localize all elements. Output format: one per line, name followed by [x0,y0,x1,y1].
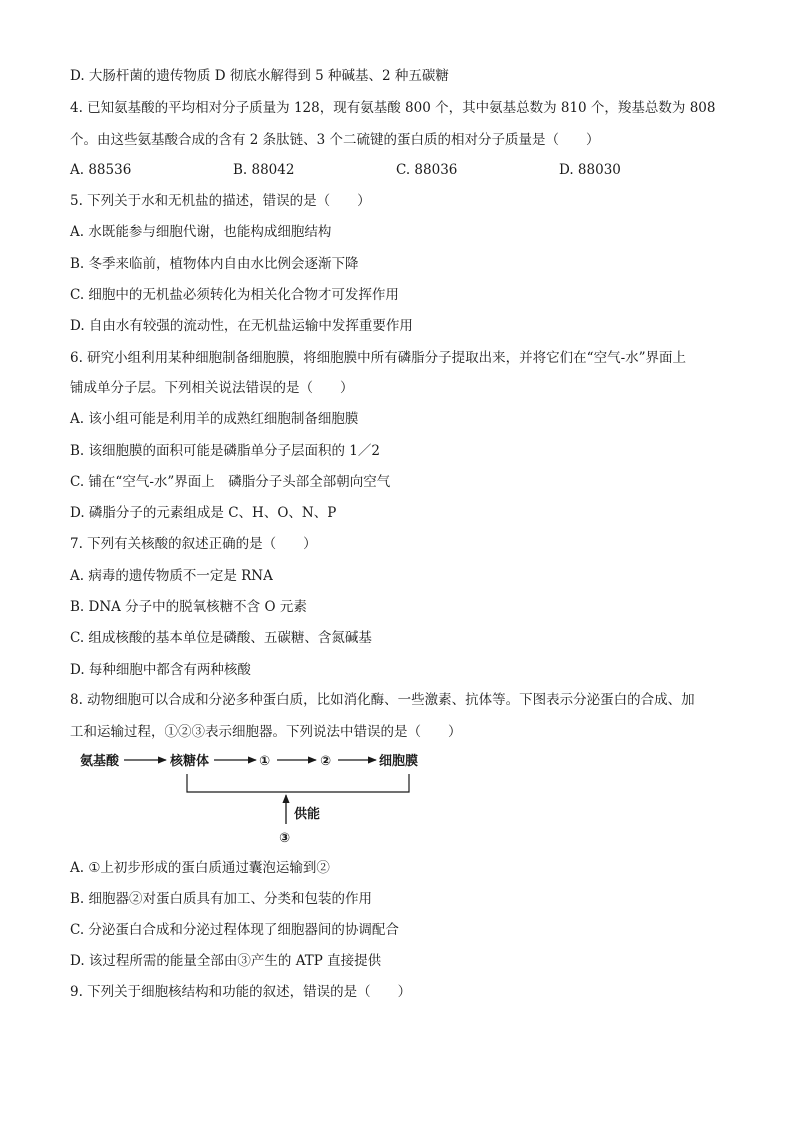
node-organelle-2: ② [320,754,332,769]
q6-stem-line2: 铺成单分子层。下列相关说法错误的是（ ） [70,380,354,396]
q6-option-d: D. 磷脂分子的元素组成是 C、H、O、N、P [70,505,337,521]
q4-options [70,160,730,180]
node-ribosome: 核糖体 [170,754,210,769]
node-organelle-1: ① [259,754,271,769]
q4-option-a: A. 88536 [70,162,132,178]
node-organelle-3: ③ [279,831,291,846]
q8-option-c: C. 分泌蛋白合成和分泌过程体现了细胞器间的协调配合 [70,922,399,938]
q5-option-c: C. 细胞中的无机盐必须转化为相关化合物才可发挥作用 [70,287,399,303]
supply-bracket [187,774,409,792]
q5-option-d: D. 自由水有较强的流动性，在无机盐运输中发挥重要作用 [70,318,413,334]
q5-option-b: B. 冬季来临前，植物体内自由水比例会逐渐下降 [70,256,359,272]
q7-option-a: A. 病毒的遗传物质不一定是 RNA [70,568,273,584]
q5-option-a: A. 水既能参与细胞代谢，也能构成细胞结构 [70,224,332,240]
q4-stem-line2: 个。由这些氨基酸合成的含有 2 条肽链、3 个二硫键的蛋白质的相对分子质量是（ ） [70,132,600,148]
secretion-flow-diagram [80,748,440,848]
q7-stem: 7. 下列有关核酸的叙述正确的是（ ） [70,536,317,552]
node-amino-acid: 氨基酸 [80,754,120,769]
q8-stem-line1: 8. 动物细胞可以合成和分泌多种蛋白质，比如消化酶、一些激素、抗体等。下图表示分泌蛋白的合成、加 [70,692,695,708]
q4-option-d: D. 88030 [559,162,621,178]
q7-option-b: B. DNA 分子中的脱氧核糖不含 O 元素 [70,599,307,615]
q9-stem: 9. 下列关于细胞核结构和功能的叙述，错误的是（ ） [70,984,412,1000]
q6-option-c: C. 铺在“空气-水”界面上 磷脂分子头部全部朝向空气 [70,474,391,490]
supply-label: 供能 [294,807,321,822]
q7-option-d: D. 每种细胞中都含有两种核酸 [70,662,251,678]
q4-stem-line1: 4. 已知氨基酸的平均相对分子质量为 128，现有氨基酸 800 个，其中氨基总数为 810 个，羧基总数为 808 [70,100,716,116]
q7-option-c: C. 组成核酸的基本单位是磷酸、五碳糖、含氮碱基 [70,630,372,646]
q6-stem-line1: 6. 研究小组利用某种细胞制备细胞膜，将细胞膜中所有磷脂分子提取出来，并将它们在“空气-水”界面上 [70,350,687,366]
q3-option-d: D. 大肠杆菌的遗传物质 D 彻底水解得到 5 种碱基、2 种五碳糖 [70,68,449,84]
q8-option-d: D. 该过程所需的能量全部由③产生的 ATP 直接提供 [70,953,382,969]
q5-stem: 5. 下列关于水和无机盐的描述，错误的是（ ） [70,193,371,209]
q4-option-b: B. 88042 [233,162,295,178]
q8-stem-line2: 工和运输过程，①②③表示细胞器。下列说法中错误的是（ ） [70,724,462,740]
q8-option-b: B. 细胞器②对蛋白质具有加工、分类和包装的作用 [70,891,373,907]
q4-option-c: C. 88036 [396,162,458,178]
q6-option-b: B. 该细胞膜的面积可能是磷脂单分子层面积的 1／2 [70,443,380,459]
q8-option-a: A. ①上初步形成的蛋白质通过囊泡运输到② [70,860,330,876]
q6-option-a: A. 该小组可能是利用羊的成熟红细胞制备细胞膜 [70,411,359,427]
node-cell-membrane: 细胞膜 [379,754,419,769]
